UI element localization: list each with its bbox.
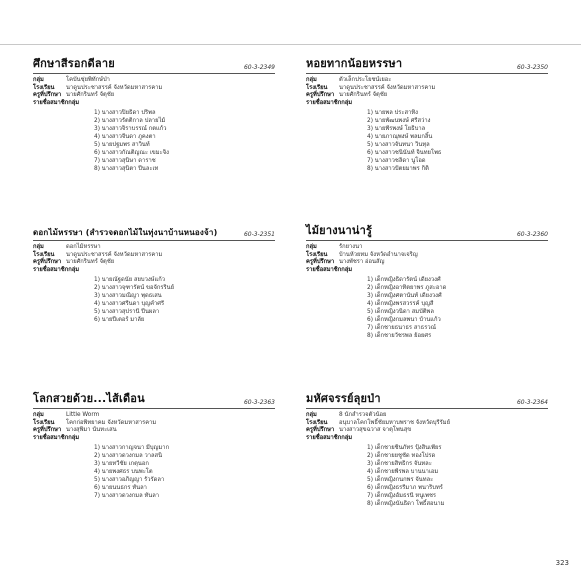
info-row-advisor <box>306 427 548 435</box>
team-label: กลุ่ม <box>33 412 44 418</box>
members-label: รายชื่อสมาชิกกลุ่ม <box>33 434 80 441</box>
list-item: 4) นายพงศธร บนพะโต <box>94 469 153 476</box>
list-item: 2) นางสาวดวงกมล วาลสนิ <box>94 453 163 460</box>
info-row-advisor <box>33 427 275 435</box>
team-value: ตัวเล็กประโยชน์เยอะ <box>339 77 392 83</box>
advisor-label: ครูที่ปรึกษา <box>33 259 62 266</box>
info-row-team <box>306 244 548 252</box>
entry-title: มหัศจรรย์ลุยป่า <box>306 392 381 405</box>
team-value: ดอกไม้หรรษา <box>66 244 101 250</box>
project-entry <box>306 225 548 341</box>
entry-info <box>306 412 548 442</box>
team-label: กลุ่ม <box>306 77 317 83</box>
list-item: 4) เด็กหญิงพรสวรรค์ บุญสี <box>367 301 434 308</box>
project-code: 60-3-2360 <box>516 231 548 238</box>
list-item: 4) นางสาวจีนดา ภูคงตา <box>94 134 156 141</box>
list-item: 7) นางสาวชลิดา นูโอด <box>367 157 426 164</box>
list-item: 1) นางสาวกาญจนา มีบุญมาก <box>94 445 170 452</box>
list-item: 2) นางสาวจุฑารัตน์ ขอจักรรินย์ <box>94 285 174 292</box>
school-value: นาดูนประชาสรรค์ จังหวัดมหาสารคาม <box>339 84 436 91</box>
team-value: Little Worm <box>66 412 100 418</box>
advisor-value: นายศักรินทร์ จัตุชัย <box>339 92 388 99</box>
entry-header <box>33 225 275 241</box>
list-item: 1) นางสาวปิยธิดา ปริพล <box>94 110 156 117</box>
info-row-team <box>33 244 275 252</box>
member-list <box>33 110 275 173</box>
project-code: 60-3-2350 <box>516 64 548 71</box>
list-item: 5) นางสาวอภิญญา รัวรัดลา <box>94 477 165 483</box>
list-item: 5) นางสาวสุปรานี ปีนผลา <box>94 309 160 315</box>
entry-info <box>33 244 275 274</box>
entry-info <box>33 412 275 442</box>
list-item: 8) นางสาวปัตยมาพร กิติ <box>367 165 429 172</box>
list-item: 5) นางสาวจันทนา วินทุล <box>367 142 430 148</box>
list-item: 3) นายพีรพงษ์ โยธิบาล <box>367 126 426 133</box>
entry-header <box>306 393 548 409</box>
list-item: 6) เด็กหญิงธรรีมาภ พนาริบทร์ <box>367 484 443 491</box>
entry-info <box>306 77 548 107</box>
members-label: รายชื่อสมาชิกกลุ่ม <box>33 266 80 273</box>
entry-header <box>33 393 275 409</box>
project-entry <box>33 58 275 174</box>
school-label: โรงเรียน <box>33 84 55 91</box>
entry-title: ดอกไม้หรรษา (สำรวจดอกไม้ในทุ่งนาบ้านหนองจ้า) <box>33 228 218 237</box>
list-item: 1) เด็กหญิงธิดารัตน์ เดียงวงศ์ <box>367 277 441 284</box>
list-item: 8) เด็กหญิงนันธิดา โพธิ์สอนาม <box>367 500 445 507</box>
list-item: 3) นางสาวมณิญา พุดธเสน <box>94 293 162 300</box>
list-item: 7) เด็กหญิงอัมธรนี หนูเพชร <box>367 492 437 499</box>
advisor-value: นายศักรินทร์ จัตุชัย <box>66 259 115 266</box>
member-list <box>33 277 275 324</box>
project-entry <box>306 58 548 174</box>
entry-header <box>306 225 548 241</box>
school-label: โรงเรียน <box>306 419 328 426</box>
advisor-label: ครูที่ปรึกษา <box>306 427 335 434</box>
school-value: โคกก่อพิทยาคม จังหวัดมหาสารคาม <box>66 419 157 426</box>
project-entry <box>33 393 275 501</box>
info-row-advisor <box>33 259 275 267</box>
entry-title: ไม้ยางนาน่ารู้ <box>306 224 373 237</box>
info-row-team <box>33 77 275 85</box>
info-row-advisor <box>306 259 548 267</box>
school-value: บ้านห้วยทม จังหวัดอำนาจเจริญ <box>339 251 418 258</box>
list-item: 6) เด็กหญิงกมลพนา บ้านแก้ว <box>367 316 441 323</box>
info-row-advisor <box>306 92 548 100</box>
advisor-value: นางสุพิมา นันทะเสน <box>66 427 117 434</box>
list-item: 5) นายปฐมพร สาวินท์ <box>94 142 150 148</box>
entry-header <box>306 58 548 74</box>
entry-info <box>33 77 275 107</box>
team-label: กลุ่ม <box>33 77 44 83</box>
list-item: 4) นางสาวศรีนดา บุญคำศรี <box>94 301 165 308</box>
team-label: กลุ่ม <box>306 244 317 250</box>
list-item: 7) เด็กชายธนาธร สาธรวณ์ <box>367 324 436 331</box>
list-item: 6) นางสาวกัณติญณะ เขมะจิง <box>94 149 169 156</box>
advisor-value: นางพัชรา อ่อนสัญ <box>339 259 385 266</box>
list-item: 1) นายณัฐดนัย สยบวงษ์แก้ว <box>94 277 165 284</box>
list-item: 4) เด็กชายพีรพล บานนาเอม <box>367 469 439 476</box>
info-row-team <box>306 412 548 420</box>
school-value: นาดูนประชาสรรค์ จังหวัดมหาสารคาม <box>66 84 163 91</box>
list-item: 3) เด็กหญิงศตานันท์ เดียงวงศ์ <box>367 293 442 300</box>
list-item: 2) เด็กชายยชูชัด ทองโปรด <box>367 453 436 460</box>
members-label: รายชื่อสมาชิกกลุ่ม <box>306 266 353 273</box>
entry-title: ศึกษาสีรอกดีลาย <box>33 57 115 70</box>
list-item: 3) นายทวีชัย เกตุนอก <box>94 461 149 468</box>
team-value: โคบันชุ่ยพิทักษ์ป่า <box>66 77 110 83</box>
info-row-advisor <box>33 92 275 100</box>
school-label: โรงเรียน <box>33 251 55 258</box>
list-item: 6) นางสาวชนินันท์ จินทยโพธ <box>367 149 442 156</box>
member-list <box>306 445 548 508</box>
school-label: โรงเรียน <box>306 84 328 91</box>
list-item: 5) เด็กหญิงกนกพร จันทละ <box>367 477 434 483</box>
advisor-label: ครูที่ปรึกษา <box>33 427 62 434</box>
project-code: 60-3-2364 <box>516 399 548 406</box>
advisor-label: ครูที่ปรึกษา <box>33 92 62 99</box>
project-entry <box>33 225 275 325</box>
advisor-label: ครูที่ปรึกษา <box>306 92 335 99</box>
entry-title: โลกสวยด้วย...ไส้เดือน <box>33 392 145 405</box>
list-item: 2) นายพัฒนพงษ์ ศรีสว่าง <box>367 118 431 125</box>
team-value: รักยางนา <box>339 244 363 250</box>
members-label: รายชื่อสมาชิกกลุ่ม <box>33 99 80 106</box>
list-item: 6) นายนนธกร ทันลา <box>94 484 147 491</box>
list-item: 3) นางสาวจิราบรรณ์ กตแก้ว <box>94 126 167 133</box>
members-label: รายชื่อสมาชิกกลุ่ม <box>306 99 353 106</box>
list-item: 1) นายพล ประสาทิง <box>367 110 418 117</box>
advisor-value: นายศักรินทร์ จัตุชัย <box>66 92 115 99</box>
top-rule <box>0 44 581 45</box>
list-item: 7) นางสาวสุนิษา ดาราช <box>94 157 156 164</box>
project-entry <box>306 393 548 509</box>
list-item: 5) เด็กหญิงวนิดา สมบัติพล <box>367 309 434 315</box>
list-item: 3) เด็กชายสิทธิกร จันทละ <box>367 461 432 468</box>
members-label: รายชื่อสมาชิกกลุ่ม <box>306 434 353 441</box>
list-item: 1) เด็กชายชินภัทร ปุ้งสินเพียร <box>367 445 442 452</box>
member-list <box>33 445 275 500</box>
advisor-label: ครูที่ปรึกษา <box>306 259 335 266</box>
info-row-team <box>306 77 548 85</box>
member-list <box>306 110 548 173</box>
entry-title: หอยทากน้อยหรรษา <box>306 57 403 70</box>
page-number: 323 <box>555 559 569 567</box>
advisor-value: นางสาวสุขฉวาส จาตุโพนสุข <box>339 427 412 434</box>
school-value: นาดูนประชาสรรค์ จังหวัดมหาสารคาม <box>66 251 163 258</box>
info-row-team <box>33 412 275 420</box>
list-item: 2) เด็กหญิงอาทิตยาพร ภูสะอาด <box>367 285 447 292</box>
member-list <box>306 277 548 340</box>
team-label: กลุ่ม <box>33 244 44 250</box>
school-label: โรงเรียน <box>306 251 328 258</box>
list-item: 7) นางสาวดวงกมล ทันลา <box>94 492 160 499</box>
list-item: 6) นายปีเตอร์ มาลัย <box>94 316 145 323</box>
list-item: 8) เด็กชายวัชรพล ย้อยศร <box>367 332 432 339</box>
list-item: 4) นายภาณุพงษ์ พลมกลิ้น <box>367 134 433 141</box>
team-label: กลุ่ม <box>306 412 317 418</box>
school-value: อนุบาลโคกโพธิ์ชัยมหาบพราช จังหวัดบุรีรัมย์ <box>339 419 450 426</box>
school-label: โรงเรียน <box>33 419 55 426</box>
entry-info <box>306 244 548 274</box>
team-value: 8 นักสำรวจตัวน้อย <box>339 412 387 418</box>
project-code: 60-3-2349 <box>243 64 275 71</box>
list-item: 2) นางสาวรัตติกาล ปลายไม้ <box>94 118 166 125</box>
entry-header <box>33 58 275 74</box>
project-code: 60-3-2351 <box>243 231 275 238</box>
list-item: 8) นางสาวสุนิตา ปีนละเท <box>94 165 159 172</box>
project-code: 60-3-2363 <box>243 399 275 406</box>
